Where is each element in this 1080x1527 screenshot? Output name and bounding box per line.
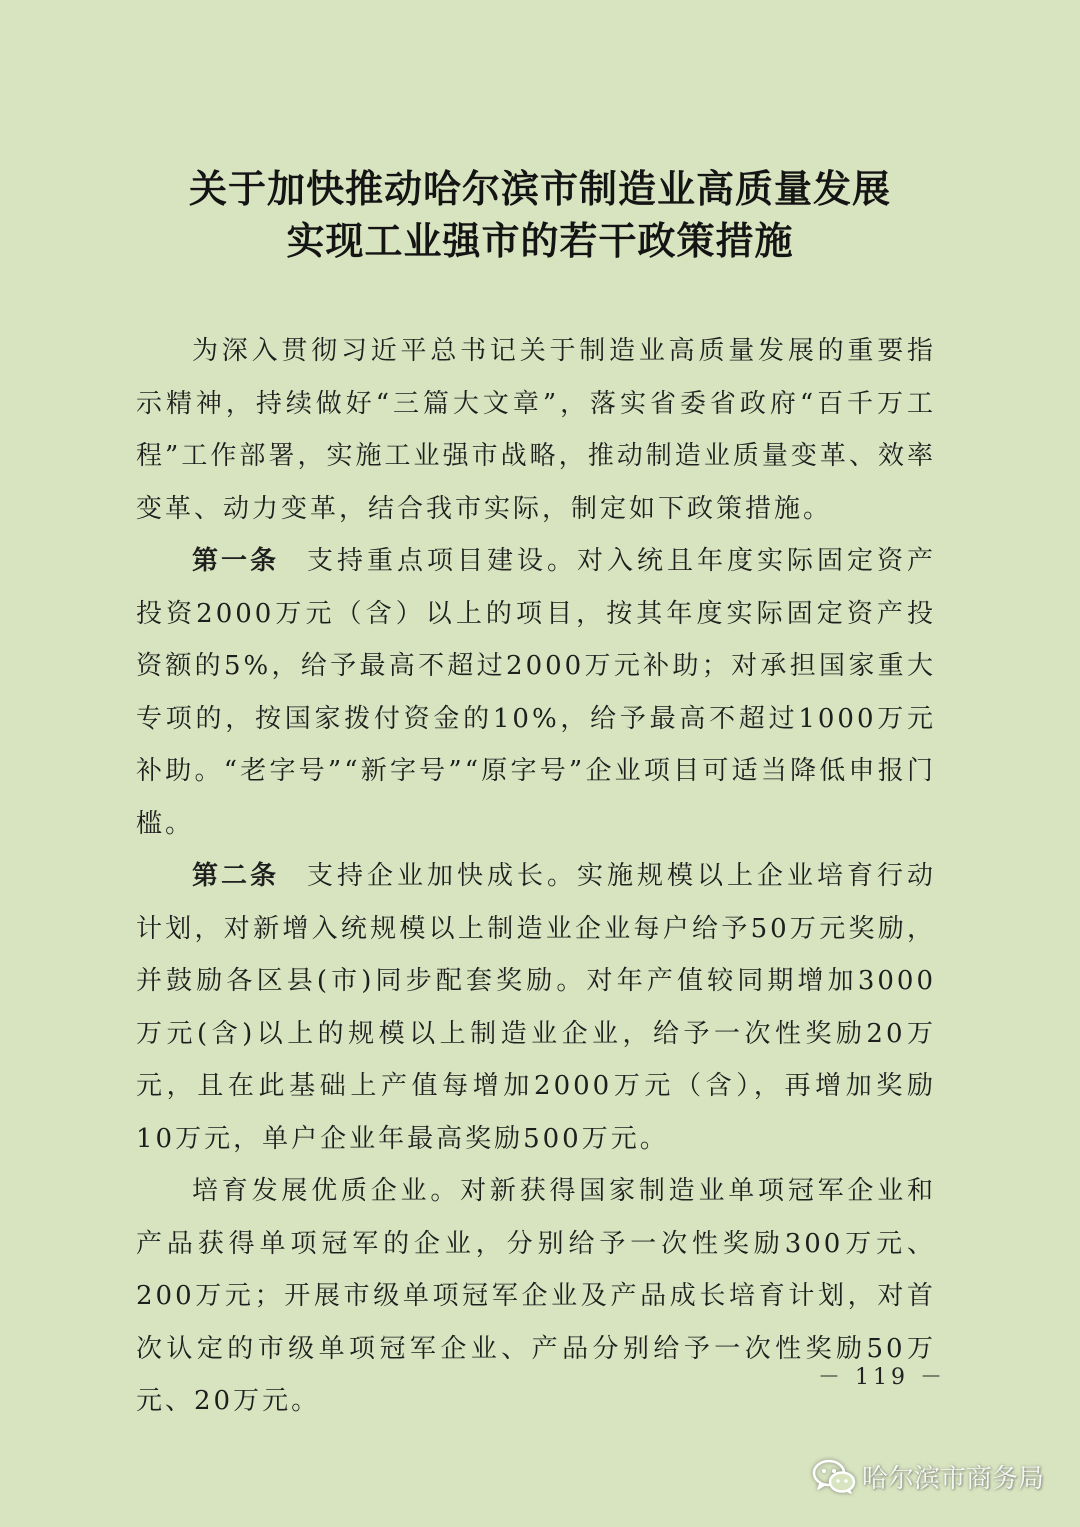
intro-paragraph: 为深入贯彻习近平总书记关于制造业高质量发展的重要指示精神，持续做好“三篇大文章”，落实省委省政府“百千万工程”工作部署，实施工业强市战略，推动制造业质量变革、效率变革、动力变革，结合我市实际，制定如下政策措施。	[136, 336, 936, 524]
article-2-label: 第二条	[192, 861, 279, 891]
article-1-text: 支持重点项目建设。对入统且年度实际固定资产投资2000万元（含）以上的项目，按其年度实际固定资产投资额的5%，给予最高不超过2000万元补助；对承担国家重大专项的，按国家拨付资金的10%，给予最高不超过1000万元补助。“老字号”“新字号”“原字号”企业项目可适当降低申报门槛。	[136, 546, 936, 839]
quality-enterprise-paragraph: 培育发展优质企业。对新获得国家制造业单项冠军企业和产品获得单项冠军的企业，分别给予一次性奖励300万元、200万元；开展市级单项冠军企业及产品成长培育计划，对首次认定的市级单项冠军企业、产品分别给予一次性奖励50万元、20万元。	[136, 1176, 936, 1416]
page-number: － 119 －	[818, 1365, 946, 1390]
document-body	[136, 325, 936, 1428]
watermark-text: 哈尔滨市商务局	[861, 1464, 1044, 1494]
wechat-icon	[812, 1459, 856, 1495]
article-1-paragraph	[136, 535, 936, 850]
document-title-line-2: 实现工业强市的若干政策措施	[286, 218, 794, 263]
wechat-watermark	[812, 1458, 1044, 1495]
article-2-text: 支持企业加快成长。实施规模以上企业培育行动计划，对新增入统规模以上制造业企业每户给予50万元奖励，并鼓励各区县(市)同步配套奖励。对年产值较同期增加3000万元(含)以上的规模以上制造业企业，给予一次性奖励20万元，且在此基础上产值每增加2000万元（含），再增加奖励10万元，单户企业年最高奖励500万元。	[136, 861, 936, 1154]
article-2-paragraph	[136, 850, 936, 1165]
document-title-line-1: 关于加快推动哈尔滨市制造业高质量发展	[188, 166, 891, 211]
article-1-label: 第一条	[192, 546, 279, 576]
